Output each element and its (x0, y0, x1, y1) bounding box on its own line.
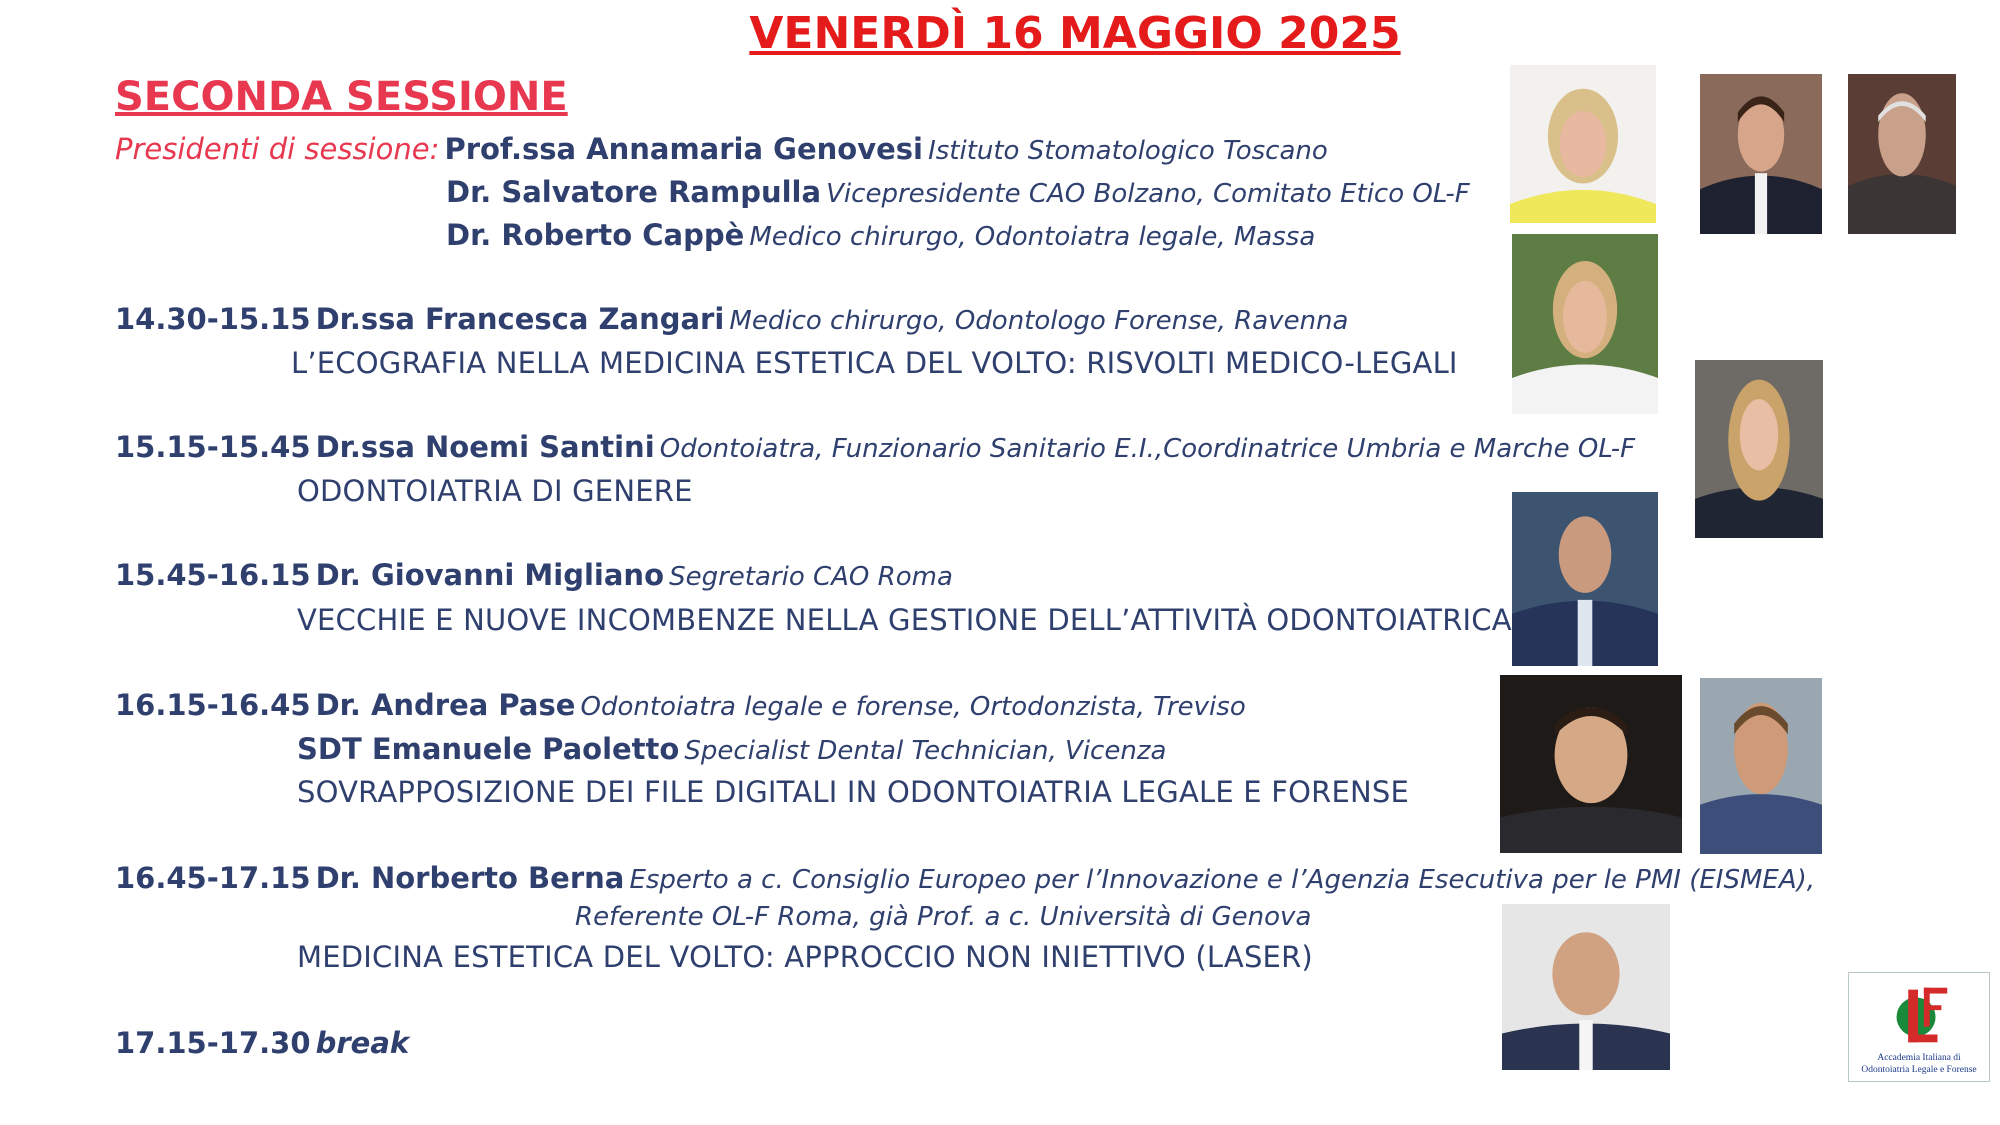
talk-title: ODONTOIATRIA DI GENERE (297, 474, 693, 508)
speaker-affiliation: Odontoiatra legale e forense, Ortodonzista, Treviso (580, 692, 1246, 722)
program-break (115, 1026, 409, 1060)
break-label: break (315, 1026, 410, 1060)
program-item-header (115, 302, 1348, 336)
portrait-photo-cappe (1848, 74, 1956, 234)
logo-text-line-1: Accademia Italiana di (1877, 1053, 1961, 1063)
president-name: Prof.ssa Annamaria Genovesi (444, 132, 923, 166)
session-title: SECONDA SESSIONE (115, 74, 568, 120)
speaker-affiliation: Segretario CAO Roma (669, 562, 953, 592)
talk-title: L’ECOGRAFIA NELLA MEDICINA ESTETICA DEL VOLTO: RISVOLTI MEDICO-LEGALI (291, 346, 1458, 380)
portrait-photo-genovesi (1510, 65, 1656, 223)
speaker-name: Dr.ssa Francesca Zangari (315, 302, 725, 336)
speaker-affiliation-continued: Referente OL-F Roma, già Prof. a c. Università di Genova (575, 902, 1312, 932)
talk-title: SOVRAPPOSIZIONE DEI FILE DIGITALI IN ODONTOIATRIA LEGALE E FORENSE (297, 775, 1410, 809)
portrait-photo-zangari (1512, 234, 1658, 414)
program-item-header (115, 861, 1815, 895)
talk-title: MEDICINA ESTETICA DEL VOLTO: APPROCCIO NON INIETTIVO (LASER) (297, 940, 1313, 974)
program-co-speaker-row (297, 732, 1166, 766)
presidents-row-2 (446, 175, 1470, 209)
speaker-name: Dr. Andrea Pase (315, 688, 576, 722)
page-date: VENERDÌ 16 MAGGIO 2025 (749, 8, 1401, 59)
speaker-affiliation: Medico chirurgo, Odontologo Forense, Ravenna (729, 306, 1349, 336)
program-time: 14.30-15.15 (115, 302, 311, 336)
presidents-row-1 (115, 132, 1328, 166)
portrait-photo-rampulla (1700, 74, 1822, 234)
portrait-photo-paoletto (1700, 678, 1822, 854)
program-time: 15.15-15.45 (115, 430, 311, 464)
program-time: 15.45-16.15 (115, 558, 311, 592)
speaker-affiliation: Esperto a c. Consiglio Europeo per l’Innovazione e l’Agenzia Esecutiva per le PMI (EISMEA), (629, 865, 1816, 895)
portrait-photo-pase (1500, 675, 1682, 853)
co-speaker-name: SDT Emanuele Paoletto (297, 732, 680, 766)
program-item-header (115, 430, 1635, 464)
program-item-header (115, 688, 1246, 722)
presidents-label: Presidenti di sessione: (115, 132, 440, 166)
president-affiliation: Istituto Stomatologico Toscano (928, 136, 1328, 166)
speaker-name: Dr.ssa Noemi Santini (315, 430, 655, 464)
academy-logo (1848, 972, 1990, 1082)
talk-title: VECCHIE E NUOVE INCOMBENZE NELLA GESTIONE DELL’ATTIVITÀ ODONTOIATRICA (297, 603, 1512, 637)
portrait-photo-migliano (1512, 492, 1658, 666)
logo-text-line-2: Odontoiatria Legale e Forense (1861, 1065, 1977, 1075)
presidents-row-3 (446, 218, 1315, 252)
program-time: 17.15-17.30 (115, 1026, 311, 1060)
co-speaker-affiliation: Specialist Dental Technician, Vicenza (684, 736, 1167, 766)
president-affiliation: Medico chirurgo, Odontoiatra legale, Massa (749, 222, 1316, 252)
program-item-header (115, 558, 953, 592)
portrait-photo-santini (1695, 360, 1823, 538)
president-affiliation: Vicepresidente CAO Bolzano, Comitato Etico OL-F (826, 179, 1470, 209)
speaker-name: Dr. Norberto Berna (315, 861, 625, 895)
portrait-photo-berna (1502, 904, 1670, 1070)
program-time: 16.15-16.45 (115, 688, 311, 722)
program-time: 16.45-17.15 (115, 861, 311, 895)
speaker-affiliation: Odontoiatra, Funzionario Sanitario E.I.,Coordinatrice Umbria e Marche OL-F (659, 434, 1636, 464)
president-name: Dr. Roberto Cappè (446, 218, 745, 252)
speaker-name: Dr. Giovanni Migliano (315, 558, 664, 592)
president-name: Dr. Salvatore Rampulla (446, 175, 822, 209)
olf-logo-mark-icon (1879, 979, 1957, 1051)
